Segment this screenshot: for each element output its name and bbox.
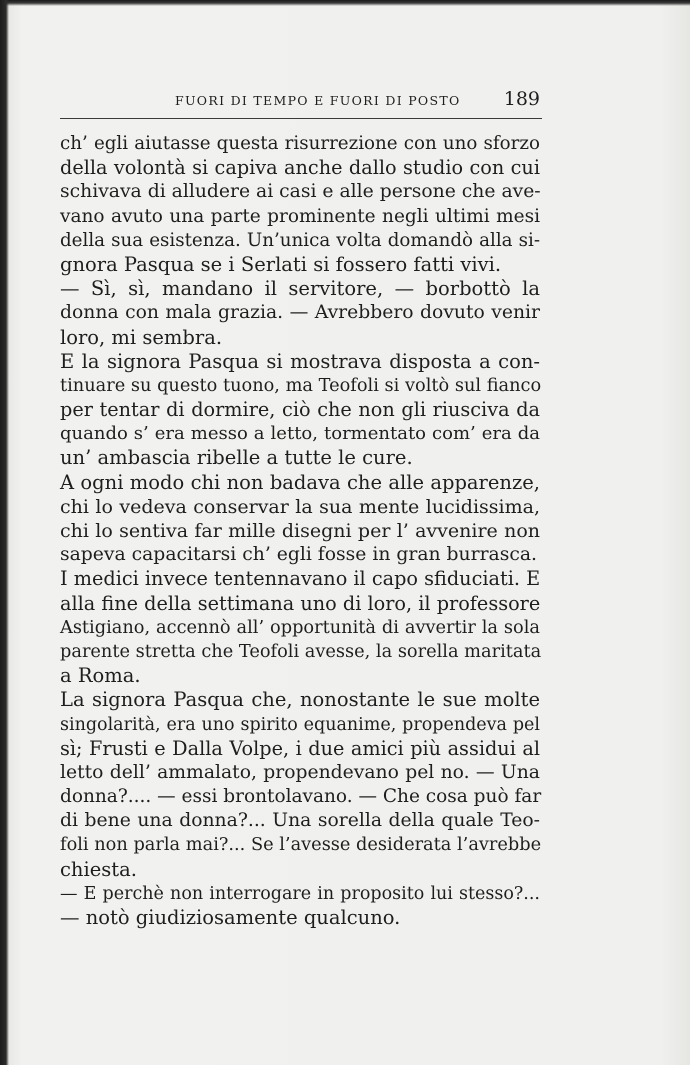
text-line: La signora Pasqua che, nonostante le sue molte xyxy=(60,688,540,712)
text-line: tinuare su questo tuono, ma Teofoli si voltò sul fianco xyxy=(60,375,542,396)
text-line: — E perchè non interrogare in proposito lui stesso?... xyxy=(60,883,540,904)
text-line: della sua esistenza. Un’unica volta domandò alla si- xyxy=(60,229,540,251)
text-line: chi lo vedeva conservar la sua mente lucidissima, xyxy=(60,495,540,518)
text-line: chi lo sentiva far mille disegni per l’ avvenire non xyxy=(60,520,540,542)
running-title: FUORI DI TEMPO E FUORI DI POSTO xyxy=(175,93,461,108)
page-binding-shadow xyxy=(0,0,9,1065)
text-line: sapeva capacitarsi ch’ egli fosse in gran burrasca. xyxy=(60,544,537,566)
text-line: letto dell’ ammalato, propendevano pel no. — Una xyxy=(60,761,540,783)
text-line: vano avuto una parte prominente negli ultimi mesi xyxy=(60,205,540,227)
text-line: gnora Pasqua se i Serlati si fossero fatti vivi. xyxy=(60,252,502,276)
text-line: quando s’ era messo a letto, tormentato com’ era da xyxy=(60,423,540,445)
page-number: 189 xyxy=(503,88,540,110)
text-line: ch’ egli aiutasse questa risurrezione con uno sforzo xyxy=(60,133,540,154)
text-line: della volontà si capiva anche dallo studio con cui xyxy=(60,156,540,180)
text-line: A ogni modo chi non badava che alle apparenze, xyxy=(60,470,540,494)
text-line: foli non parla mai?... Se l’avesse desiderata l’avrebbe xyxy=(60,835,542,856)
text-line: I medici invece tentennavano il capo sfiduciati. E xyxy=(60,567,541,591)
text-line: — notò giudiziosamente qualcuno. xyxy=(60,906,401,929)
text-line: E la signora Pasqua si mostrava disposta a con- xyxy=(60,349,540,373)
page-header xyxy=(60,88,542,112)
text-line: singolarità, era uno spirito equanime, propendeva pel xyxy=(60,714,540,735)
text-line: Astigiano, accennò all’ opportunità di avvertir la sola xyxy=(60,617,540,638)
body-text xyxy=(60,132,540,930)
text-line: un’ ambascia ribelle a tutte le cure. xyxy=(60,446,413,470)
text-line: a Roma. xyxy=(60,664,141,688)
text-line: donna?.... — essi brontolavano. — Che cosa può far xyxy=(60,786,542,808)
text-line: per tentar di dormire, ciò che non gli riusciva da xyxy=(60,398,540,422)
text-line: sì; Frusti e Dalla Volpe, i due amici più assidui al xyxy=(60,736,540,760)
text-line: alla fine della settimana uno di loro, il professore xyxy=(60,591,541,615)
text-line: chiesta. xyxy=(60,857,137,881)
page-top-shadow xyxy=(0,0,690,6)
text-line: schivava di alludere ai casi e alle persone che ave- xyxy=(60,181,541,203)
text-line: parente stretta che Teofoli avesse, la sorella maritata xyxy=(60,641,542,662)
header-rule xyxy=(60,118,542,119)
text-line: — Sì, sì, mandano il servitore, — borbottò la xyxy=(60,277,540,301)
text-line: loro, mi sembra. xyxy=(60,325,223,349)
text-line: donna con mala grazia. — Avrebbero dovuto venir xyxy=(60,302,540,324)
text-line: di bene una donna?... Una sorella della quale Teo- xyxy=(60,810,540,832)
